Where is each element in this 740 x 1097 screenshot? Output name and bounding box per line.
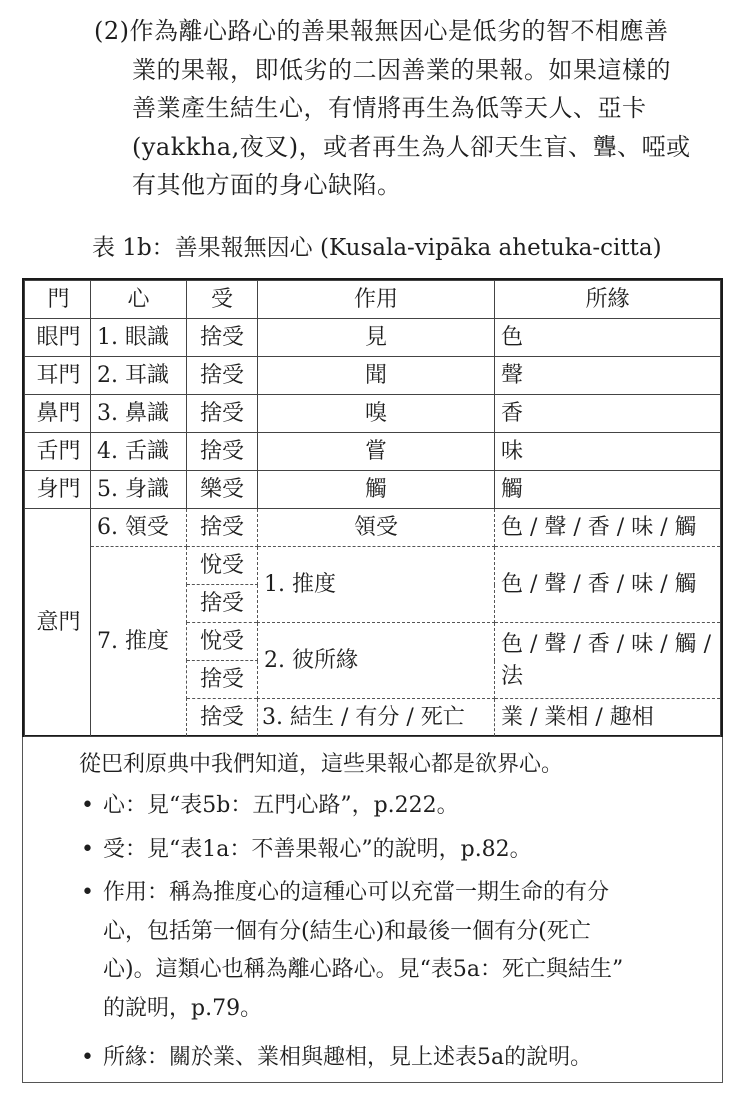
cell-feeling: 捨受 <box>187 433 258 471</box>
cell-door: 身門 <box>25 471 91 509</box>
cell-feeling: 捨受 <box>187 357 258 395</box>
note-feeling: • 受：見“表1a：不善果報心”的說明，p.82。 <box>81 831 711 870</box>
table-frame <box>22 278 723 737</box>
cell-function: 聞 <box>258 357 495 395</box>
cell-function: 嗅 <box>258 395 495 433</box>
cell-feeling: 悅受 <box>187 547 258 585</box>
note-function: • 作用：稱為推度心的這種心可以充當一期生命的有分 心，包括第一個有分(結生心)和最後一個有分(死亡 心)。這類心也稱為離心路心。見“表5a：死亡與結生” 的說明，p.79。 <box>81 874 711 1028</box>
cell-object: 聲 <box>495 357 721 395</box>
bullet-icon: • <box>81 793 94 818</box>
cell-feeling: 悅受 <box>187 623 258 661</box>
header-citta: 心 <box>91 281 187 319</box>
cell-object: 色 / 聲 / 香 / 味 / 觸 <box>495 547 721 623</box>
bullet-icon: • <box>81 837 94 862</box>
cell-function: 1. 推度 <box>258 547 495 623</box>
table-row <box>25 319 721 357</box>
cell-object: 香 <box>495 395 721 433</box>
cell-function: 見 <box>258 319 495 357</box>
cell-object: 色 / 聲 / 香 / 味 / 觸 <box>495 509 721 547</box>
cell-object: 色 / 聲 / 香 / 味 / 觸 / 法 <box>495 623 721 699</box>
cell-function: 觸 <box>258 471 495 509</box>
cell-citta: 3. 鼻識 <box>91 395 187 433</box>
cell-door-mind: 意門 <box>25 509 91 737</box>
cell-function: 3. 結生 / 有分 / 死亡 <box>258 699 495 737</box>
bullet-icon: • <box>81 1045 94 1070</box>
cell-feeling: 捨受 <box>187 585 258 623</box>
paragraph-line-2: 業的果報，即低劣的二因善業的果報。如果這樣的 <box>132 55 671 84</box>
table-notes <box>22 737 723 1083</box>
cell-function: 2. 彼所緣 <box>258 623 495 699</box>
notes-intro: 從巴利原典中我們知道，這些果報心都是欲界心。 <box>79 752 564 777</box>
cell-door: 耳門 <box>25 357 91 395</box>
cell-feeling: 樂受 <box>187 471 258 509</box>
header-door: 門 <box>25 281 91 319</box>
cell-citta: 2. 耳識 <box>91 357 187 395</box>
cell-object: 業 / 業相 / 趣相 <box>495 699 721 737</box>
paragraph-line-4: (yakkha,夜叉)，或者再生為人卻天生盲、聾、啞或 <box>132 132 691 161</box>
cell-door: 舌門 <box>25 433 91 471</box>
header-object: 所緣 <box>495 281 721 319</box>
cell-citta: 1. 眼識 <box>91 319 187 357</box>
cell-door: 眼門 <box>25 319 91 357</box>
cell-door: 鼻門 <box>25 395 91 433</box>
table-row <box>25 471 721 509</box>
cell-feeling: 捨受 <box>187 395 258 433</box>
note-object: • 所緣：關於業、業相與趣相，見上述表5a的說明。 <box>81 1039 711 1078</box>
paragraph-line-5: 有其他方面的身心缺陷。 <box>132 171 402 199</box>
cell-object: 觸 <box>495 471 721 509</box>
cell-citta-investigating: 7. 推度 <box>91 547 187 737</box>
cell-function: 嘗 <box>258 433 495 471</box>
paragraph-marker: (2) <box>94 17 130 45</box>
cell-feeling: 捨受 <box>187 699 258 737</box>
header-feeling: 受 <box>187 281 258 319</box>
table-row <box>25 433 721 471</box>
table-header-row <box>25 281 721 319</box>
cell-citta: 4. 舌識 <box>91 433 187 471</box>
table-caption: 表 1b：善果報無因心 (Kusala-vipāka ahetuka-citta) <box>92 235 662 261</box>
cell-feeling: 捨受 <box>187 661 258 699</box>
wholesome-resultant-rootless-table <box>24 280 721 737</box>
intro-paragraph <box>94 12 734 205</box>
header-function: 作用 <box>258 281 495 319</box>
paragraph-line-3: 善業產生結生心，有情將再生為低等天人、亞卡 <box>132 94 647 122</box>
cell-citta: 5. 身識 <box>91 471 187 509</box>
cell-object: 味 <box>495 433 721 471</box>
cell-object: 色 <box>495 319 721 357</box>
table-row <box>25 357 721 395</box>
table-row <box>25 395 721 433</box>
note-citta: • 心：見“表5b：五門心路”，p.222。 <box>81 787 711 826</box>
cell-feeling: 捨受 <box>187 509 258 547</box>
cell-citta: 6. 領受 <box>91 509 187 547</box>
cell-feeling: 捨受 <box>187 319 258 357</box>
cell-function: 領受 <box>258 509 495 547</box>
table-row-receiving <box>25 509 721 547</box>
bullet-icon: • <box>81 880 94 905</box>
table-row-investigating-1a <box>25 547 721 585</box>
paragraph-line-1: (2)作為離心路心的善果報無因心是低劣的智不相應善 <box>94 17 669 45</box>
